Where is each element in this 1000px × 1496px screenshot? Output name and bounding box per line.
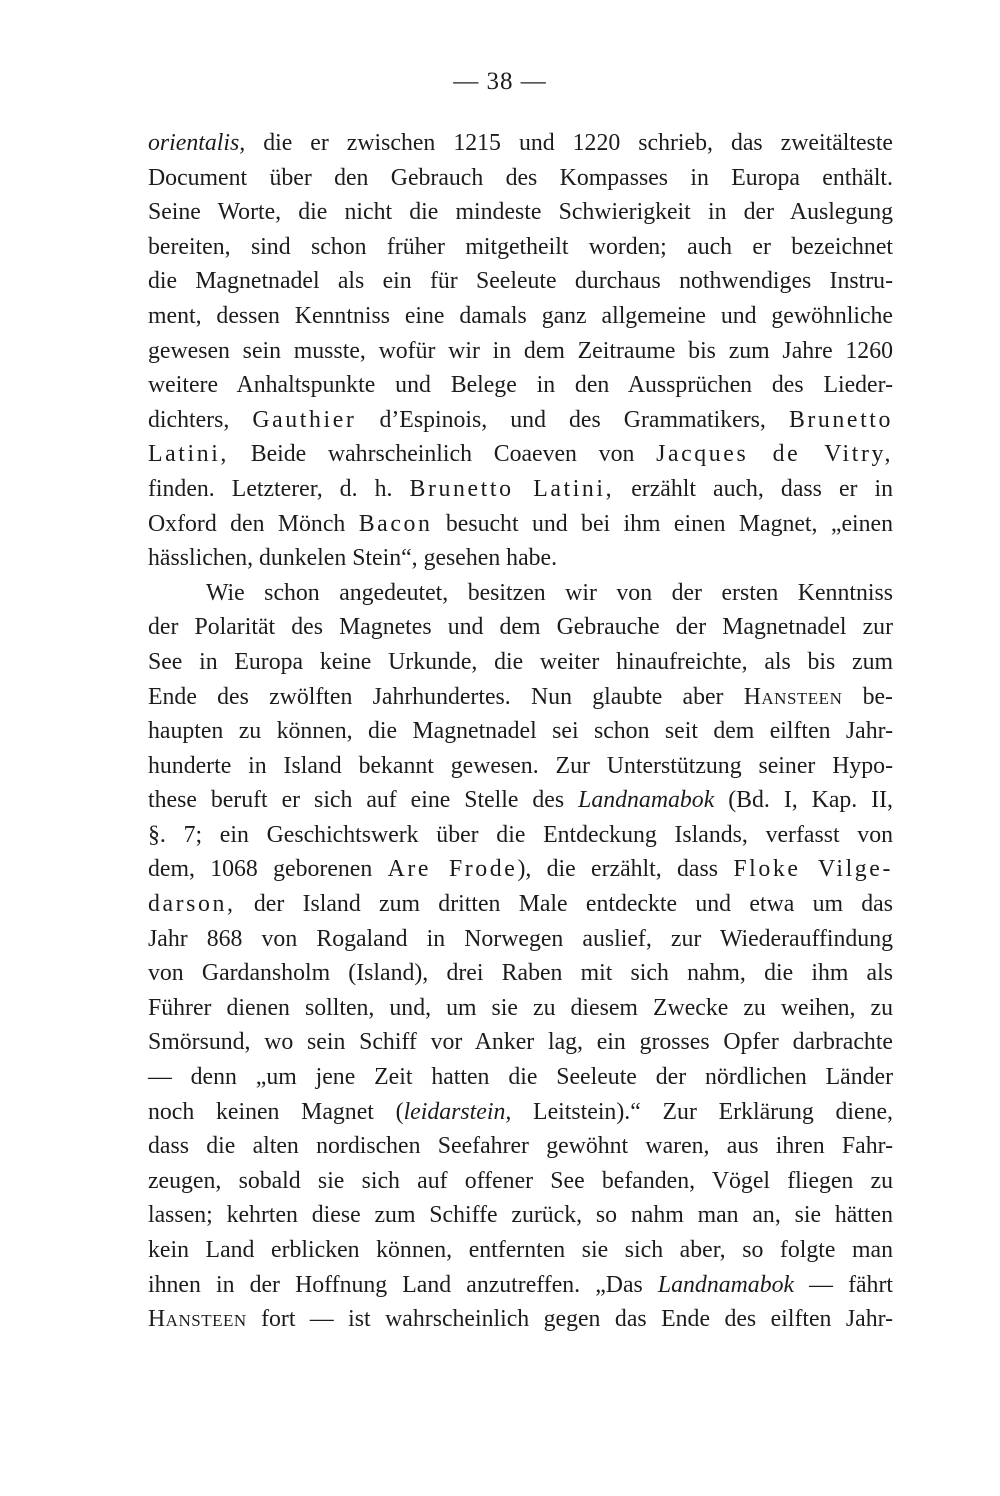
small-caps-name: Hansteen	[743, 683, 843, 710]
text-run: ment, dessen Kenntniss eine damals ganz allgemeine und gewöhnliche	[148, 302, 893, 329]
text-line	[148, 368, 893, 403]
page-number: — 38 —	[453, 68, 547, 95]
spaced-name: Gauthier	[252, 406, 357, 433]
small-caps-name: Hansteen	[148, 1306, 247, 1333]
text-run: hunderte in Island bekannt gewesen. Zur Unterstützung seiner Hypo-	[148, 752, 893, 779]
spaced-name: Latini,	[148, 441, 229, 468]
text-line	[148, 437, 893, 472]
text-run: noch keinen Magnet (	[148, 1098, 404, 1125]
text-line	[148, 610, 893, 645]
text-run: die Magnetnadel als ein für Seeleute durchaus nothwendiges Instru-	[148, 268, 893, 295]
text-run: Leitstein).“ Zur Erklärung diene,	[511, 1098, 894, 1125]
text-run: (Bd. I, Kap. II,	[714, 787, 893, 814]
text-run: gewesen sein musste, wofür wir in dem Zeitraume bis zum Jahre 1260	[148, 337, 893, 364]
text-line	[148, 818, 893, 853]
text-run: §. 7; ein Geschichtswerk über die Entdeckung Islands, verfasst von	[148, 821, 893, 848]
spaced-name: darson,	[148, 891, 236, 918]
text-run: See in Europa keine Urkunde, die weiter hinaufreichte, als bis zum	[148, 648, 893, 675]
text-line	[148, 472, 893, 507]
text-run: dem, 1068 geborenen	[148, 856, 388, 883]
text-line	[148, 334, 893, 369]
text-run: Wie schon angedeutet, besitzen wir von der ersten Kenntniss	[206, 579, 893, 606]
text-line	[148, 1302, 893, 1337]
text-run: kein Land erblicken können, entfernten sie sich aber, so folgte man	[148, 1237, 893, 1263]
text-line	[148, 922, 893, 957]
italic-text: Landnamabok	[657, 1271, 795, 1298]
spaced-name: Bacon	[358, 510, 433, 537]
text-run: ihnen in der Hoffnung Land anzutreffen. „Das	[148, 1271, 658, 1298]
spaced-name: Jacques de Vitry,	[656, 441, 893, 468]
text-line	[148, 195, 893, 230]
text-line	[148, 852, 893, 887]
text-run: lassen; kehrten diese zum Schiffe zurück, so nahm man an, sie hätten	[148, 1202, 893, 1229]
text-line	[148, 1095, 893, 1130]
text-run: zeugen, sobald sie sich auf offener See befanden, Vögel fliegen zu	[148, 1167, 893, 1194]
text-line	[148, 403, 893, 438]
text-line	[148, 783, 893, 818]
text-run: be-	[842, 683, 893, 710]
text-run: erzählt auch, dass er in	[614, 475, 893, 502]
text-run: Seine Worte, die nicht die mindeste Schwierigkeit in der Auslegung	[148, 199, 893, 226]
text-line	[148, 991, 893, 1026]
paragraph	[148, 126, 893, 576]
text-line	[148, 230, 893, 265]
text-run: Beide wahrscheinlich Coaeven von	[228, 441, 657, 468]
text-run: von Gardansholm (Island), drei Raben mit sich nahm, die ihm als	[148, 960, 893, 987]
text-run: finden. Letzterer, d. h.	[148, 475, 410, 502]
text-run: — fährt	[794, 1271, 893, 1298]
text-run: besucht und bei ihm einen Magnet, „einen	[432, 510, 893, 537]
spaced-name: Floke Vilge-	[733, 856, 893, 883]
text-line	[148, 161, 893, 196]
text-line	[148, 749, 893, 784]
italic-text: Landnamabok	[578, 787, 715, 814]
text-run: ), die erzählt, dass	[517, 856, 734, 883]
text-line	[148, 541, 893, 576]
text-line	[148, 299, 893, 334]
text-run: these beruft er sich auf eine Stelle des	[148, 787, 579, 814]
text-line	[148, 645, 893, 680]
text-line	[148, 264, 893, 299]
text-run: weitere Anhaltspunkte und Belege in den Aussprüchen des Lieder-	[148, 372, 893, 399]
text-line	[148, 1025, 893, 1060]
text-line	[148, 1233, 893, 1268]
text-line	[148, 1268, 893, 1303]
spaced-name: Brunetto Latini,	[409, 475, 615, 502]
text-line	[148, 576, 893, 611]
text-line	[148, 714, 893, 749]
text-run: die er zwischen 1215 und 1220 schrieb, das zweitälteste	[245, 130, 893, 156]
text-run: dichters,	[148, 406, 253, 433]
text-run: bereiten, sind schon früher mitgetheilt worden; auch er bezeichnet	[148, 233, 893, 260]
text-run: d’Espinois, und des Grammatikers,	[356, 406, 789, 433]
text-run: Jahr 868 von Rogaland in Norwegen auslief, zur Wiederauffindung	[148, 925, 893, 952]
text-line	[148, 1164, 893, 1199]
italic-text: orientalis,	[148, 130, 246, 156]
text-run: haupten zu können, die Magnetnadel sei schon seit dem eilften Jahr-	[148, 718, 893, 745]
text-line	[148, 680, 893, 715]
text-line	[148, 887, 893, 922]
text-line	[148, 956, 893, 991]
text-line	[148, 507, 893, 542]
paragraph	[148, 576, 893, 1337]
spaced-name: Brunetto	[788, 406, 894, 433]
text-line	[148, 1198, 893, 1233]
text-run: Document über den Gebrauch des Kompasses in Europa enthält.	[148, 164, 893, 191]
text-run: Führer dienen sollten, und, um sie zu diesem Zwecke zu weihen, zu	[148, 994, 893, 1021]
text-run: fort — ist wahrscheinlich gegen das Ende des eilften Jahr-	[246, 1306, 893, 1333]
text-run: hässlichen, dunkelen Stein“, gesehen habe.	[148, 545, 558, 572]
text-run: Ende des zwölften Jahrhundertes. Nun glaubte aber	[148, 683, 744, 710]
text-run: dass die alten nordischen Seefahrer gewöhnt waren, aus ihren Fahr-	[148, 1133, 893, 1160]
text-run: der Island zum dritten Male entdeckte und etwa um das	[235, 891, 893, 918]
text-run: Oxford den Mönch	[148, 510, 359, 537]
text-run: Smörsund, wo sein Schiff vor Anker lag, ein grosses Opfer darbrachte	[148, 1029, 893, 1056]
text-run: — denn „um jene Zeit hatten die Seeleute der nördlichen Länder	[148, 1064, 893, 1091]
body-text	[148, 126, 893, 1337]
italic-text: leidarstein,	[403, 1098, 512, 1125]
text-line	[148, 1129, 893, 1164]
text-line	[148, 1060, 893, 1095]
text-run: der Polarität des Magnetes und dem Gebrauche der Magnetnadel zur	[148, 614, 893, 641]
text-line	[148, 126, 893, 161]
spaced-name: Are Frode	[387, 856, 518, 883]
